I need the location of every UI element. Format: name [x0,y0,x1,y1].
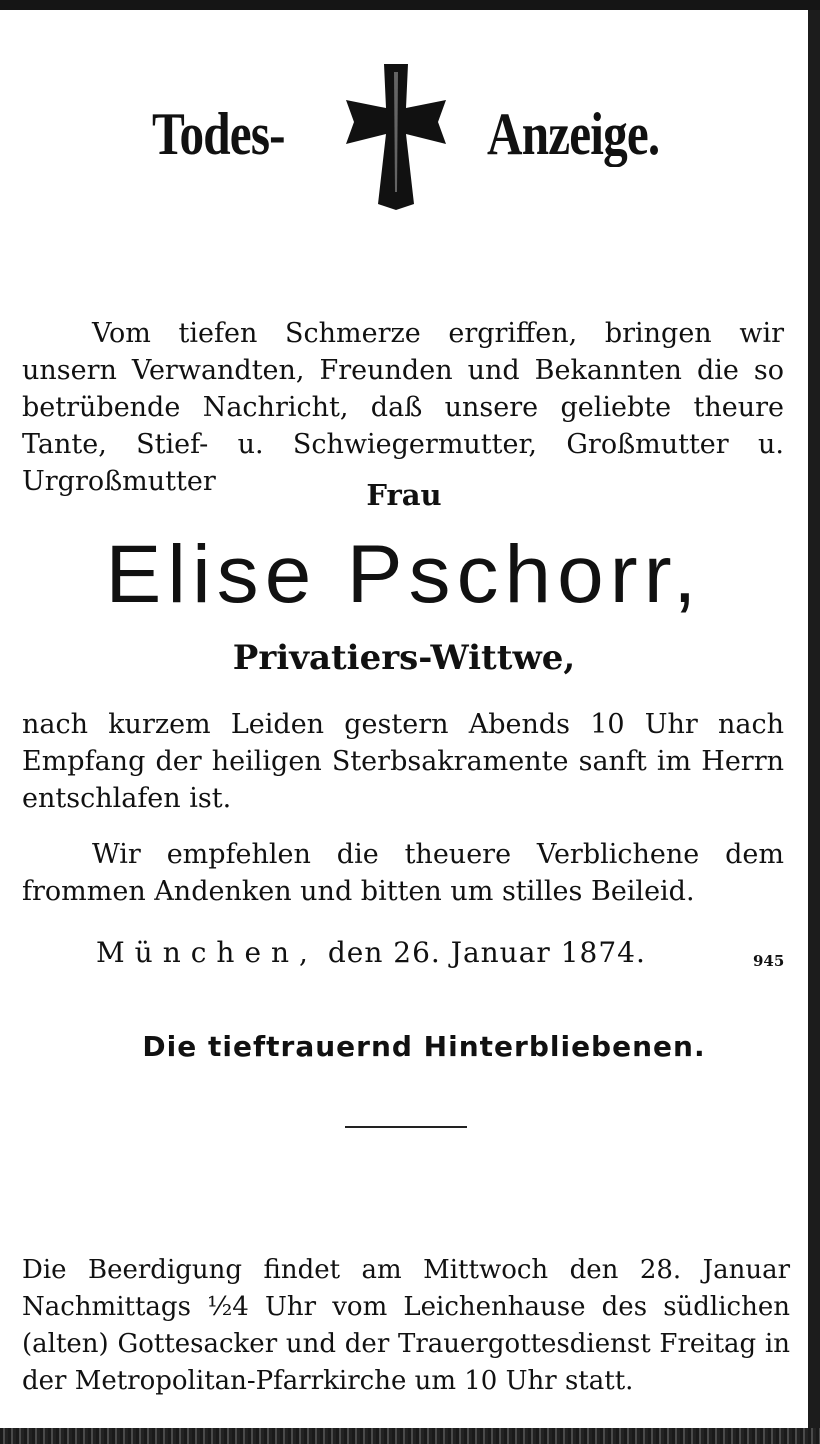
dateline-city: München, [96,936,318,969]
deceased-name: Elise Pschorr, [105,529,703,620]
heading [0,62,808,212]
divider [345,1126,467,1128]
deceased-title: Privatiers-Wittwe, [232,638,576,678]
right-border [808,10,820,1428]
reference-number: 945 [753,952,785,970]
heading-left: Todes- [152,101,285,167]
funeral-notice: Die Beerdigung findet am Mittwoch den 28. Januar Nachmittags ½4 Uhr vom Leichenhause des südlichen (alten) Gottesacker und der Trauergottesdienst Freitag in der Metropolitan-Pfarrkirche um 10 Uhr statt. [22,1255,790,1396]
bottom-border [0,1428,820,1444]
intro-paragraph: Vom tiefen Schmerze ergriffen, bringen wir unsern Verwandten, Freunden und Bekannten die so betrübende Nachricht, daß unsere geliebte theure Tante, Stief- u. Schwiegermutter, Großmutter u. Urgroßmutter [22,318,784,497]
heading-right: Anzeige. [487,101,660,167]
signature: Die tieftrauernd Hinterbliebenen. [142,1030,706,1063]
dateline-date: den 26. Januar 1874. [327,936,646,969]
request-paragraph: Wir empfehlen die theuere Verblichene dem frommen Andenken und bitten um stilles Beileid. [22,839,784,907]
salutation: Frau [366,478,442,512]
body-paragraph: nach kurzem Leiden gestern Abends 10 Uhr nach Empfang der heiligen Sterbsakramente sanft im Herrn entschlafen ist. [22,709,784,814]
dateline [96,936,646,969]
cross-icon [342,62,450,210]
